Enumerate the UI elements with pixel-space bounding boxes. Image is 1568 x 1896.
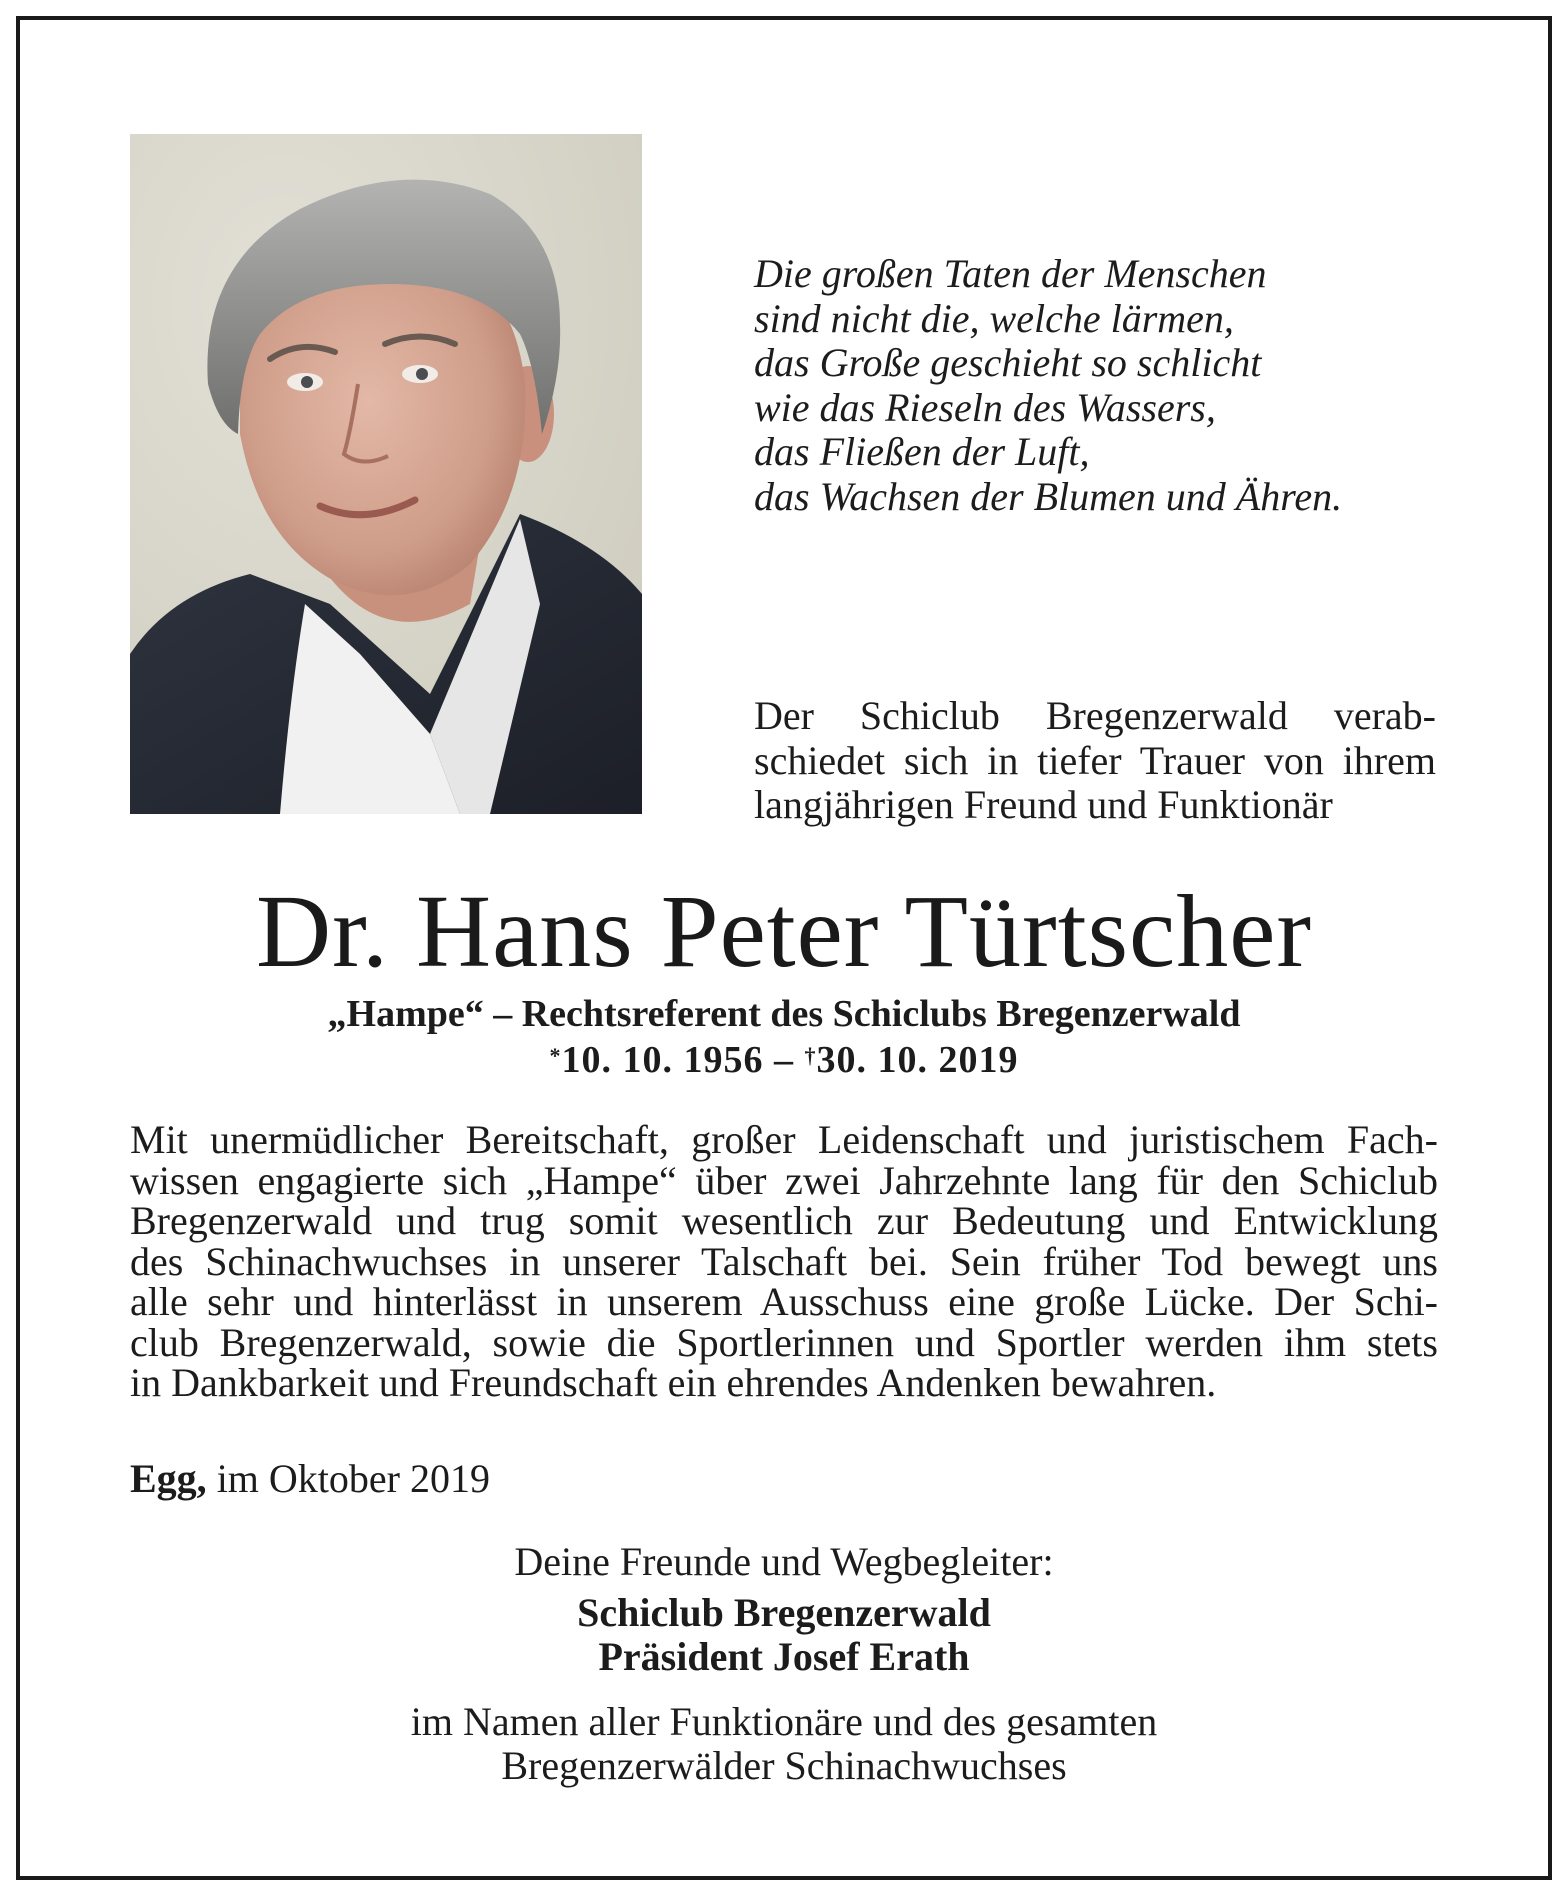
place-date-text: im Oktober 2019 — [206, 1456, 490, 1501]
body-line: des Schinachwuchses in unserer Talschaft bei. Sein früher Tod bewegt uns — [130, 1238, 1438, 1284]
body-text — [130, 1117, 1438, 1405]
poem-line: das Fließen der Luft, — [754, 429, 1090, 475]
body-line: wissen engagierte sich „Hampe“ über zwei Jahrzehnte lang für den Schiclub — [130, 1157, 1438, 1203]
deceased-subtitle: „Hampe“ – Rechtsreferent des Schiclubs Bregenzerwald — [327, 993, 1241, 1035]
poem-line: wie das Rieseln des Wassers, — [754, 384, 1216, 430]
poem-line: sind nicht die, welche lärmen, — [754, 295, 1234, 341]
place-town: Egg, — [130, 1456, 207, 1501]
death-date: 30. 10. 2019 — [816, 1039, 1019, 1081]
body-line: Bregenzerwald und trug somit wesentlich zur Bedeutung und Entwicklung — [130, 1198, 1438, 1243]
died-mark: † — [804, 1043, 817, 1068]
signature-intro: Deine Freunde und Wegbegleiter: — [514, 1539, 1054, 1584]
poem-line: das Große geschieht so schlicht — [754, 340, 1262, 386]
date-separator: – — [763, 1039, 805, 1081]
poem-line: das Wachsen der Blumen und Ähren. — [754, 473, 1343, 519]
birth-date: 10. 10. 1956 — [561, 1039, 764, 1081]
intro-line: schiedet sich in tiefer Trauer von ihrem — [754, 737, 1436, 783]
poem — [754, 252, 1454, 520]
intro-text — [754, 694, 1436, 828]
born-mark: * — [549, 1043, 562, 1068]
signature-president: Präsident Josef Erath — [598, 1634, 970, 1679]
signature-club: Schiclub Bregenzerwald — [577, 1590, 991, 1635]
portrait-illustration — [130, 134, 642, 814]
signature-closing-line: im Namen aller Funktionäre und des gesamten — [410, 1699, 1158, 1744]
place-date — [130, 1456, 490, 1502]
body-line: alle sehr und hinterlässt in unserem Ausschuss eine große Lücke. Der Schi- — [130, 1279, 1438, 1324]
intro-line: Der Schiclub Bregenzerwald verab- — [754, 693, 1436, 738]
deceased-name: Dr. Hans Peter Türtscher — [255, 874, 1313, 989]
body-line: in Dankbarkeit und Freundschaft ein ehrendes Andenken bewahren. — [130, 1360, 1217, 1405]
body-line: club Bregenzerwald, sowie die Sportlerinnen und Sportler werden ihm stets — [130, 1319, 1438, 1365]
life-dates — [0, 1038, 1568, 1082]
intro-line: langjährigen Freund und Funktionär — [754, 782, 1333, 828]
portrait-photo — [130, 134, 642, 814]
poem-line: Die großen Taten der Menschen — [754, 251, 1267, 296]
signature-closing-line: Bregenzerwälder Schinachwuchses — [501, 1743, 1067, 1788]
body-line: Mit unermüdlicher Bereitschaft, großer Leidenschaft und juristischem Fach- — [130, 1117, 1438, 1162]
